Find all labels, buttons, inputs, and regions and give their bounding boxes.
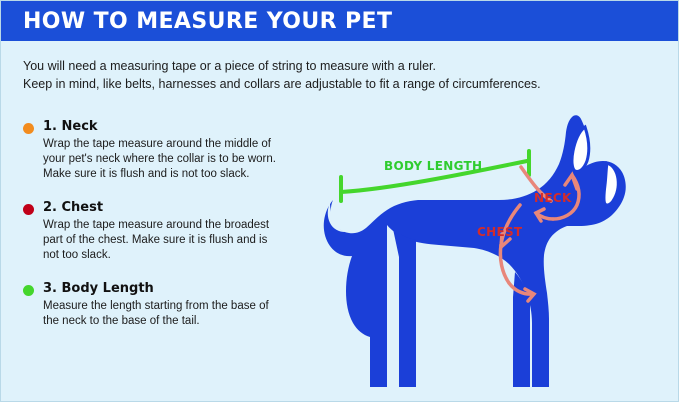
step-body: Measure the length starting from the base of the neck to the base of the tail. [43, 300, 269, 327]
bullet-red-icon [23, 204, 34, 215]
intro-line-2: Keep in mind, like belts, harnesses and collars are adjustable to fit a range of circumferences. [23, 77, 541, 91]
steps-list [23, 119, 285, 347]
intro-text [23, 57, 663, 93]
dog-illustration-svg [289, 97, 669, 397]
step-body: Wrap the tape measure around the broadest part of the chest. Make sure it is flush and is not too slack. [43, 219, 270, 261]
bullet-green-icon [23, 285, 34, 296]
intro-line-1: You will need a measuring tape or a piece of string to measure with a ruler. [23, 59, 436, 73]
step-title: 2. Chest [43, 200, 104, 215]
step-title: 1. Neck [43, 119, 98, 134]
step-title: 3. Body Length [43, 281, 154, 296]
label-neck: NECK [534, 191, 572, 205]
step-body-length [23, 281, 285, 329]
step-body: Wrap the tape measure around the middle of your pet's neck where the collar is to be worn. Make sure it is flush and is not too slack. [43, 138, 276, 180]
dog-silhouette-icon [324, 115, 626, 387]
bullet-orange-icon [23, 123, 34, 134]
dog-diagram [289, 97, 669, 397]
page-title: HOW TO MEASURE YOUR PET [23, 9, 393, 34]
step-chest [23, 200, 285, 263]
header-bar [1, 1, 679, 41]
label-body-length: BODY LENGTH [384, 159, 483, 173]
step-neck [23, 119, 285, 182]
label-chest: CHEST [477, 225, 523, 239]
